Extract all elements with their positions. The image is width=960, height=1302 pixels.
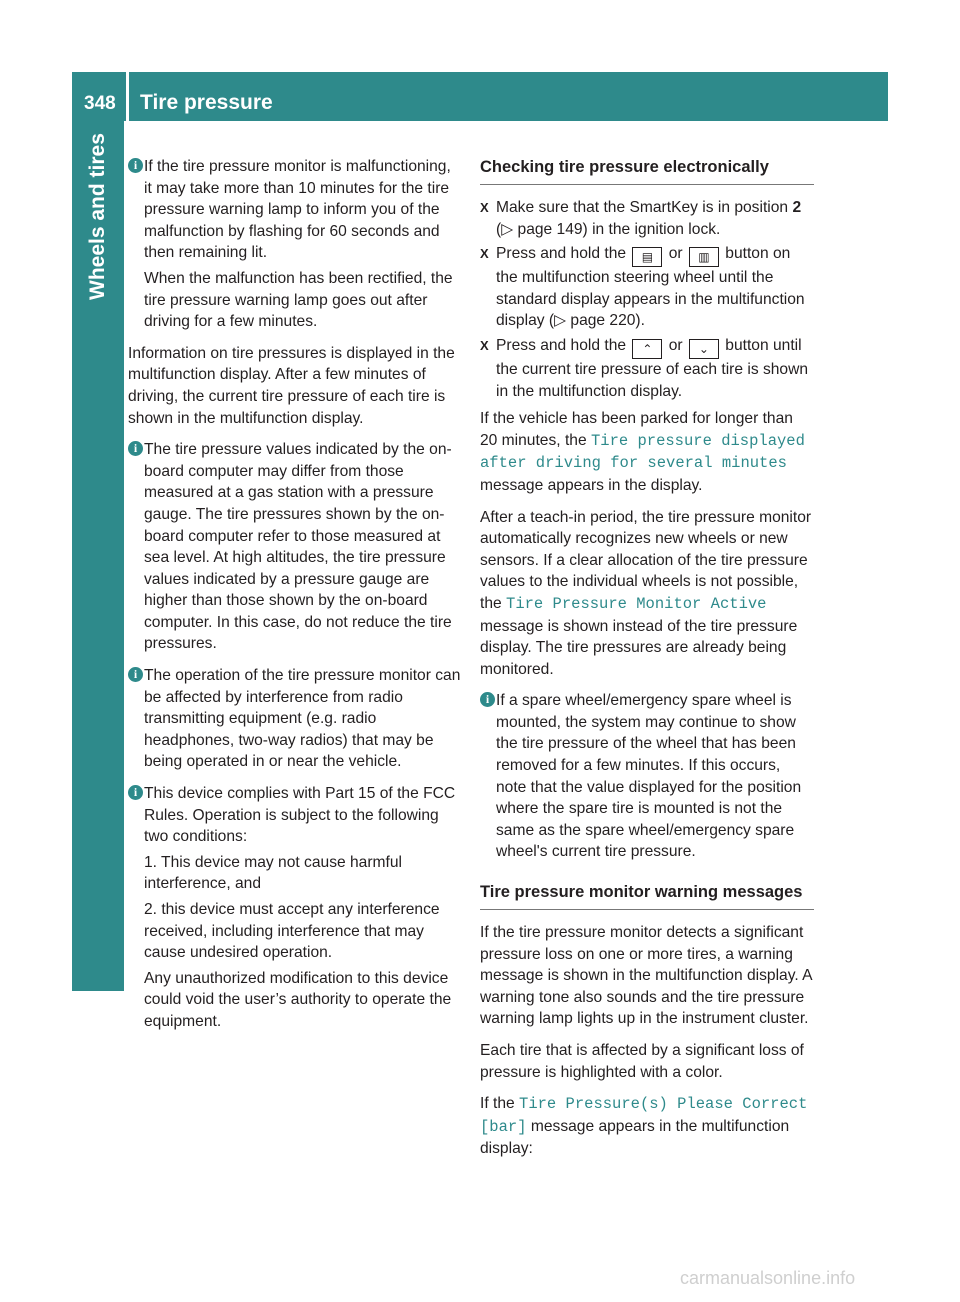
note-text: If a spare wheel/emergency spare wheel is mounted, the system may continue to show the tire pressure of the wheel that has been removed for a few minutes. If this occurs, note that the value displayed for the position where the spare tire is mounted is not the same as the spare wheel/emergency spare wheel's current tire pressure. [496, 692, 802, 861]
display-back-button-icon: ▤ [632, 247, 662, 267]
step-text: Press and hold the [496, 245, 627, 263]
info-icon: i [128, 667, 143, 682]
instruction-step [480, 243, 814, 332]
note-text: The tire pressure values indicated by the on-board computer may differ from those measured at a gas station with a pressure gauge. The tire pressures shown by the on-board computer refer to those measured at sea level. At high altitudes, the tire pressure values indicated by a pressure gauge are higher than those shown by the on-board computer. In this case, do not reduce the tire pressures. [144, 441, 452, 653]
note-text: This device complies with Part 15 of the FCC Rules. Operation is subject to the following two conditions: [144, 785, 456, 846]
body-paragraph [480, 507, 814, 681]
position-number: 2 [792, 199, 802, 216]
chapter-label: Wheels and tires [86, 133, 109, 300]
step-arrow-icon: X [480, 200, 489, 215]
info-icon: i [128, 158, 143, 173]
step-text: or [668, 336, 683, 354]
body-paragraph: Each tire that is affected by a significant loss of pressure is highlighted with a color. [480, 1042, 804, 1081]
info-icon: i [480, 692, 495, 707]
step-text: button on the multifunction steering wheel until the standard display appears in the multifunction display (▷ page 220). [496, 245, 805, 330]
paragraph-text: After a teach-in period, the tire pressure monitor automatically recognizes new wheels or new sensors. If a clear allocation of the tire pressure values to the individual wheels is not possible, the [480, 508, 812, 612]
page-header [72, 72, 888, 121]
section-heading: Tire pressure monitor warning messages [480, 881, 814, 910]
note-text: The operation of the tire pressure monitor can be affected by interference from radio transmitting equipment (e.g. radio headphones, two-way radios) that may be being operated in or near the vehicle. [144, 667, 461, 771]
page-number: 348 [84, 93, 116, 114]
note-text: 2. this device must accept any interference received, including interference that may cause undesired operation. [144, 901, 440, 962]
chapter-sidebar [72, 121, 124, 991]
note-text: Any unauthorized modification to this device could void the user’s authority to operate the equipment. [144, 969, 452, 1030]
note-text: When the malfunction has been rectified, the tire pressure warning lamp goes out after driving for a few minutes. [144, 269, 453, 331]
paragraph-text: message appears in the display. [480, 476, 703, 494]
step-text: Press and hold the [496, 336, 627, 354]
left-column [128, 156, 462, 1043]
info-note [128, 156, 462, 333]
info-icon: i [128, 441, 143, 456]
info-note [128, 439, 462, 655]
chapter-tab [72, 939, 124, 991]
display-message: Tire Pressure Monitor Active [506, 594, 767, 613]
step-arrow-icon: X [480, 246, 489, 262]
step-arrow-icon: X [480, 337, 489, 353]
paragraph-text: If the [480, 1095, 515, 1113]
step-text: or [668, 245, 683, 263]
section-heading: Checking tire pressure electronically [480, 156, 814, 185]
body-paragraph: Information on tire pressures is displayed in the multifunction display. After a few minutes of driving, the current tire pressure of each tire is shown in the multifunction display. [128, 344, 455, 427]
body-paragraph [480, 1093, 814, 1160]
display-forward-button-icon: ▥ [689, 247, 719, 267]
body-paragraph [480, 408, 814, 496]
body-paragraph: If the tire pressure monitor detects a significant pressure loss on one or more tires, a warning message is shown in the multifunction display. A warning tone also sounds and the tire pressure warning lamp lights up in the instrument cluster. [480, 924, 812, 1028]
header-divider [126, 72, 129, 121]
instruction-step [480, 335, 814, 402]
info-note [128, 665, 462, 773]
paragraph-text: message is shown instead of the tire pressure display. The tire pressures are already being monitored. [480, 617, 798, 678]
watermark: carmanualsonline.info [680, 1268, 856, 1288]
paragraph-text: If the vehicle has been parked for longer than 20 minutes, the [480, 410, 793, 449]
instruction-step [480, 197, 814, 240]
step-text: button until the current tire pressure of each tire is shown in the multifunction display. [496, 336, 809, 400]
step-text: (▷ page 149) in the ignition lock. [496, 220, 721, 238]
right-column [480, 156, 814, 1170]
step-text: Make sure that the SmartKey is in position [496, 199, 789, 216]
info-note [128, 783, 462, 1033]
info-icon: i [128, 785, 143, 800]
note-text: If the tire pressure monitor is malfunctioning, it may take more than 10 minutes for the tire pressure warning lamp to inform you of the malfunction by flashing for 60 seconds and then remaining lit. [144, 158, 451, 262]
display-message: Tire pressure displayed after driving for several minutes [480, 431, 805, 473]
up-button-icon: ⌃ [632, 339, 662, 359]
note-text: 1. This device may not cause harmful interference, and [144, 853, 402, 893]
paragraph-text: message appears in the multifunction display: [480, 1117, 790, 1158]
display-message: Tire Pressure(s) Please Correct [bar] [480, 1095, 808, 1136]
info-note [480, 690, 814, 863]
down-button-icon: ⌄ [689, 339, 719, 359]
page-title: Tire pressure [140, 91, 273, 114]
